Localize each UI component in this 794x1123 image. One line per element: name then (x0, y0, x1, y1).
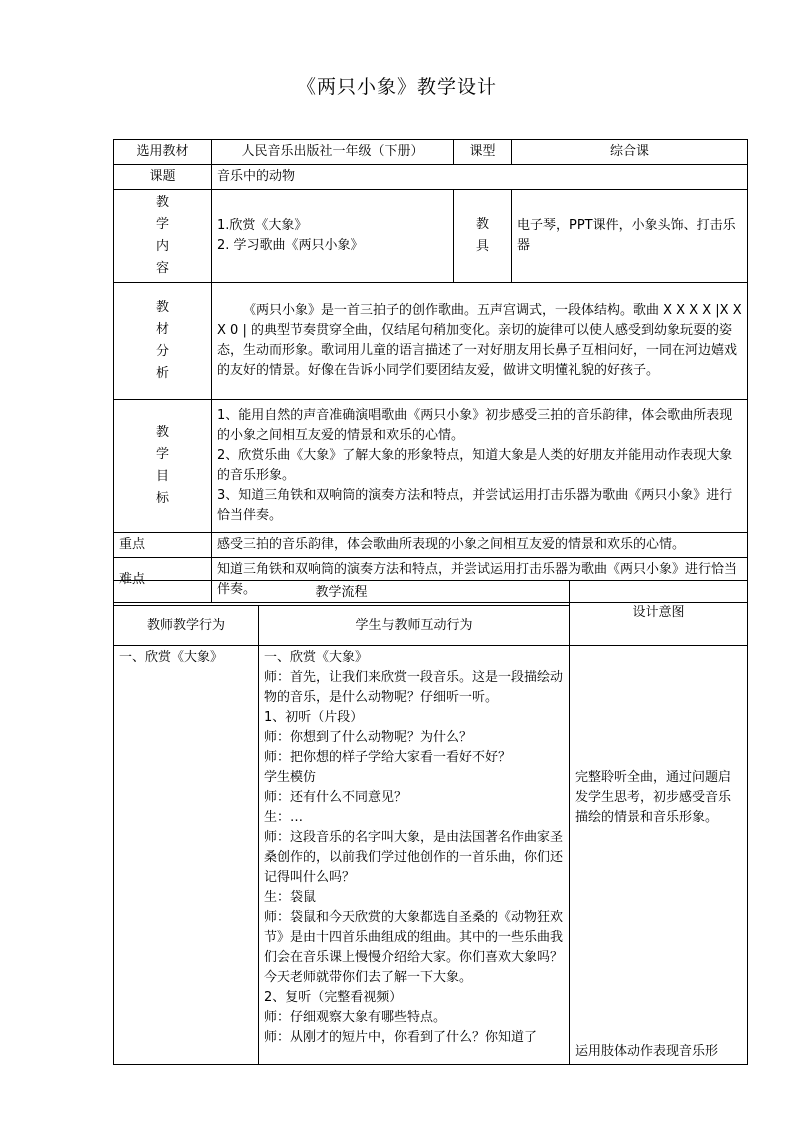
analysis-label: 教 材 分 析 (114, 283, 212, 400)
intent-item: 运用肢体动作表现音乐形 (575, 1044, 719, 1059)
textbook-value: 人民音乐出版社一年级（下册） (212, 140, 454, 165)
textbook-label: 选用教材 (114, 140, 212, 165)
topic-label: 课题 (114, 165, 212, 190)
intent-item: 完整聆听全曲，通过问题启发学生思考，初步感受音乐描绘的情景和音乐形象。 (575, 770, 732, 825)
design-intent-cell (570, 646, 748, 1065)
teaching-aids-label: 教 具 (454, 190, 512, 283)
key-point-value: 感受三拍的音乐韵律，体会歌曲所表现的小象之间相互友爱的情景和欢乐的心情。 (212, 533, 748, 558)
goal-item: 2、欣赏乐曲《大象》了解大象的形象特点，知道大象是人类的好朋友并能用动作表现大象的音乐形象。 (217, 448, 733, 483)
lesson-type-value: 综合课 (512, 140, 748, 165)
goals-label: 教 学 目 标 (114, 400, 212, 533)
key-point-label: 重点 (114, 533, 212, 558)
goal-item: 1、能用自然的声音准确演唱歌曲《两只小象》初步感受三拍的音乐韵律，体会歌曲所表现的小象之间相互友爱的情景和欢乐的心情。 (217, 408, 733, 443)
teaching-aids-value: 电子琴，PPT课件，小象头饰、打击乐器 (512, 190, 748, 283)
page-title: 《两只小象》教学设计 (296, 76, 497, 98)
col-interaction: 学生与教师互动行为 (259, 606, 570, 646)
topic-value: 音乐中的动物 (212, 165, 748, 190)
flow-table (113, 580, 748, 1065)
content-value: 1.欣赏《大象》 2. 学习歌曲《两只小象》 (212, 190, 454, 283)
lesson-type-label: 课型 (454, 140, 512, 165)
difficulty-value: 知道三角铁和双响筒的演奏方法和特点，并尝试运用打击乐器为歌曲《两只小象》进行恰当伴奏。 (212, 558, 748, 603)
goal-item: 3、知道三角铁和双响筒的演奏方法和特点，并尝试运用打击乐器为歌曲《两只小象》进行恰当伴奏。 (217, 488, 733, 523)
content-label: 教 学 内 容 (114, 190, 212, 283)
teacher-behavior-cell: 一、欣赏《大象》 (114, 646, 259, 1065)
info-table (113, 139, 748, 603)
goals-value (212, 400, 748, 533)
analysis-value: 《两只小象》是一首三拍子的创作歌曲。五声宫调式，一段体结构。歌曲 X X X X |X X X 0 | 的典型节奏贯穿全曲，仅结尾句稍加变化。亲切的旋律可以使人感受到幼象玩耍的姿态，生动而形象。歌词用儿童的语言描述了一对好朋友用长鼻子互相问好，一同在河边嬉戏的友好的情景。好像在告诉小同学们要团结友爱，做讲文明懂礼貌的好孩子。 (212, 283, 748, 400)
col-teacher-behavior: 教师教学行为 (114, 606, 259, 646)
flow-header: 教学流程 (114, 581, 570, 606)
difficulty-label: 难点 (114, 558, 212, 603)
interaction-cell: 一、欣赏《大象》 师：首先，让我们来欣赏一段音乐。这是一段描绘动物的音乐，是什么动物呢？仔细听一听。 1、初听（片段） 师：你想到了什么动物呢？为什么？ 师：把你想的样子学给大家看一看好不好？ 学生模仿 师：还有什么不同意见？ 生：… 师：这段音乐的名字叫大象，是由法国著名作曲家圣桑创作的，以前我们学过他创作的一首乐曲，你们还记得叫什么吗？ 生：袋鼠 师：袋鼠和今天欣赏的大象都选自圣桑的《动物狂欢节》是由十四首乐曲组成的组曲。其中的一些乐曲我们会在音乐课上慢慢介绍给大家。你们喜欢大象吗？今天老师就带你们去了解一下大象。 2、复听（完整看视频） 师：仔细观察大象有哪些特点。 师：从刚才的短片中，你看到了什么？你知道了 (259, 646, 570, 1065)
col-design-intent: 设计意图 (570, 581, 748, 646)
